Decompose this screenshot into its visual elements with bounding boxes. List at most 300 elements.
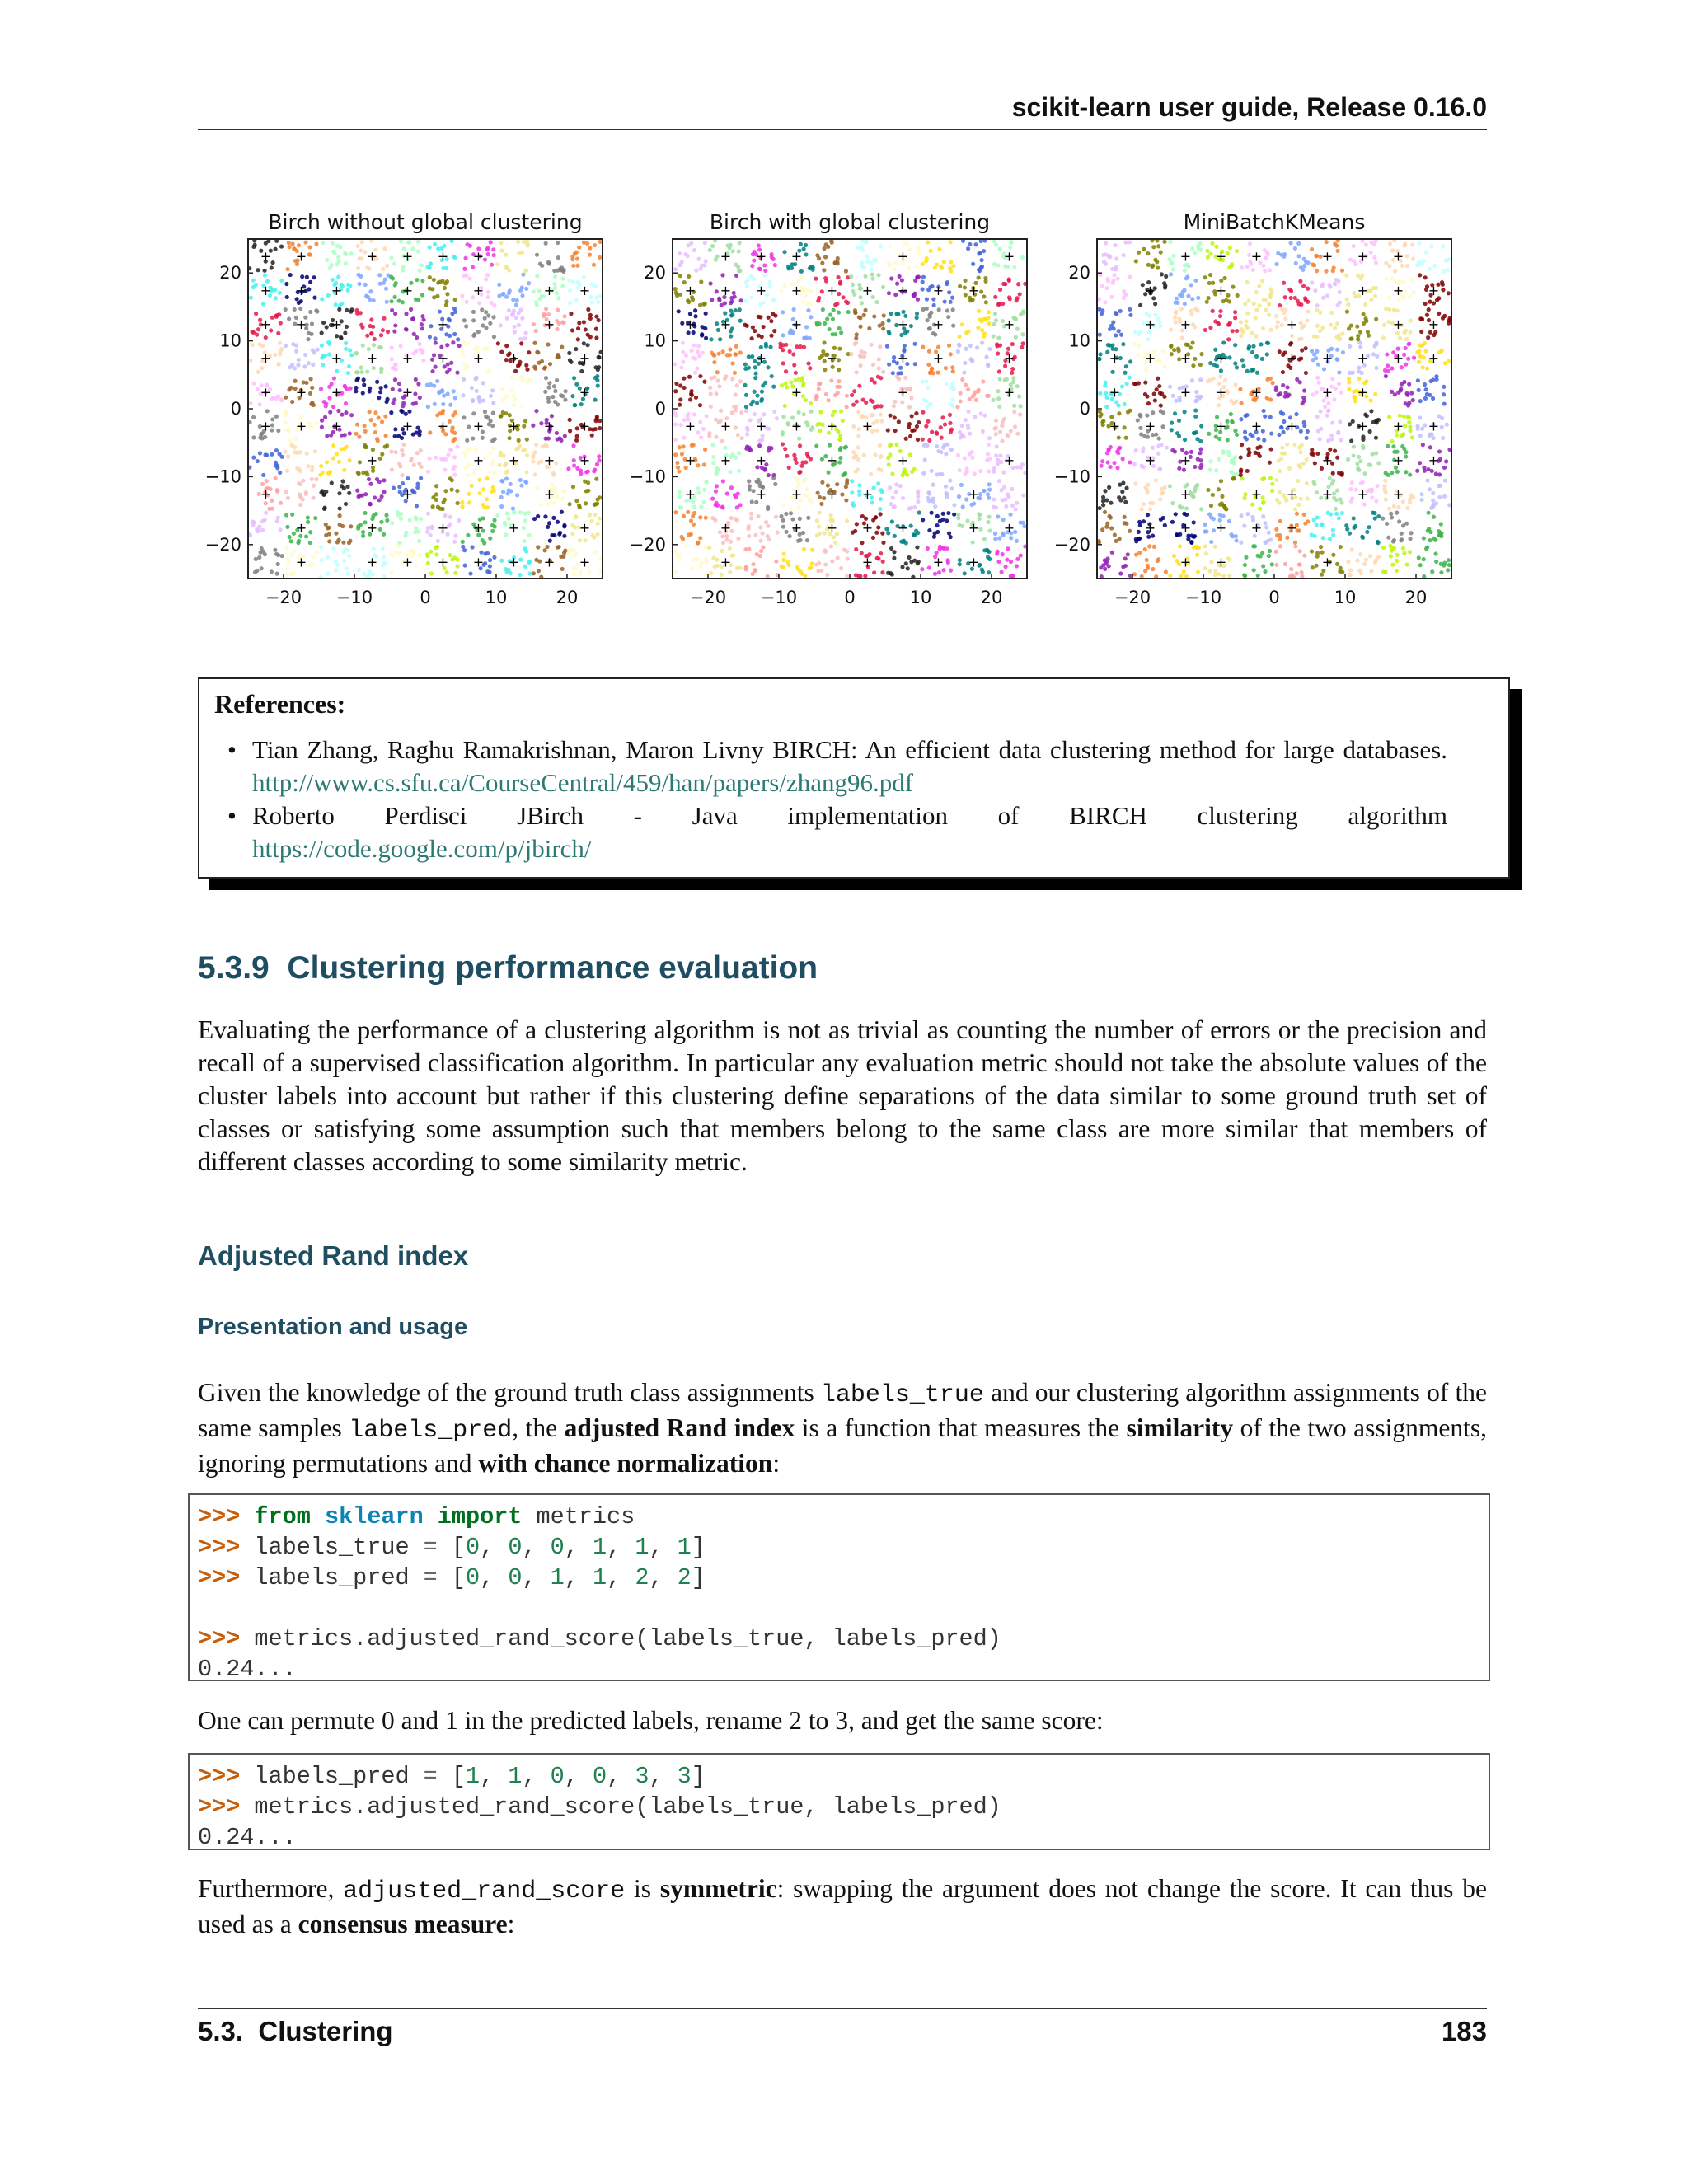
data-point <box>481 538 485 542</box>
data-point <box>1244 414 1248 418</box>
centroid-marker: + <box>1215 350 1227 367</box>
data-point <box>858 316 862 320</box>
data-point <box>293 307 297 312</box>
data-point <box>1404 254 1409 258</box>
data-point <box>1295 512 1299 516</box>
data-point <box>441 266 445 270</box>
data-point <box>1145 312 1149 316</box>
data-point <box>1294 412 1298 416</box>
data-point <box>972 501 976 505</box>
data-point <box>1003 565 1007 569</box>
data-point <box>261 473 265 477</box>
data-point <box>1302 513 1306 517</box>
data-point <box>903 376 907 380</box>
data-point <box>1169 328 1173 332</box>
data-point <box>1387 307 1391 312</box>
data-point <box>504 266 509 270</box>
data-point <box>449 448 453 452</box>
data-point <box>380 419 384 424</box>
data-point <box>906 566 910 570</box>
data-point <box>1148 507 1152 511</box>
data-point <box>1218 513 1222 517</box>
data-point <box>980 328 984 332</box>
data-point <box>1256 574 1260 578</box>
data-point <box>499 414 503 418</box>
data-point <box>889 276 893 280</box>
centroid-marker: + <box>472 282 485 298</box>
data-point <box>362 572 366 576</box>
data-point <box>1260 357 1264 361</box>
data-point <box>930 469 934 473</box>
data-point <box>1285 385 1289 389</box>
data-point <box>686 298 690 302</box>
data-point <box>1282 419 1286 424</box>
data-point <box>417 539 421 543</box>
data-point <box>425 530 429 534</box>
data-point <box>551 471 556 476</box>
data-point <box>996 560 1001 564</box>
data-point <box>994 453 998 457</box>
data-point <box>364 293 368 298</box>
data-point <box>344 261 348 265</box>
y-tick-label: 0 <box>230 399 241 419</box>
centroid-marker: + <box>1250 384 1263 401</box>
data-point <box>1338 300 1342 304</box>
centroid-marker: + <box>790 486 803 502</box>
data-point <box>881 560 885 564</box>
data-point <box>1118 483 1122 487</box>
data-point <box>1241 330 1245 334</box>
data-point <box>886 261 890 265</box>
data-point <box>1268 328 1273 332</box>
data-point <box>1239 417 1243 421</box>
data-point <box>733 294 737 298</box>
data-point <box>1442 466 1447 470</box>
data-point <box>679 535 683 539</box>
data-point <box>950 486 954 490</box>
data-point <box>1242 523 1246 527</box>
data-point <box>901 310 905 314</box>
data-point <box>287 245 291 249</box>
data-point <box>674 382 678 386</box>
data-point <box>1182 468 1186 472</box>
data-point <box>1348 344 1352 349</box>
data-point <box>278 471 282 475</box>
data-point <box>909 396 913 400</box>
data-point <box>947 531 951 535</box>
data-point <box>678 274 682 278</box>
data-point <box>337 307 341 312</box>
data-point <box>444 299 448 303</box>
data-point <box>357 435 361 439</box>
data-point <box>1404 289 1408 293</box>
data-point <box>588 313 593 317</box>
data-point <box>876 273 880 277</box>
data-point <box>926 546 930 551</box>
data-point <box>737 451 741 455</box>
data-point <box>1384 374 1388 378</box>
data-point <box>1116 277 1120 281</box>
centroid-marker: + <box>1179 350 1192 367</box>
data-point <box>745 432 749 436</box>
data-point <box>957 335 961 339</box>
centroid-marker: + <box>1179 384 1192 401</box>
data-point <box>687 532 691 537</box>
data-point <box>1384 277 1388 281</box>
data-point <box>492 253 496 257</box>
data-point <box>845 478 849 482</box>
data-point <box>876 481 880 485</box>
data-point <box>871 363 875 367</box>
data-point <box>453 310 457 314</box>
data-point <box>586 307 590 312</box>
centroid-marker: + <box>437 350 449 367</box>
data-point <box>293 366 297 370</box>
data-point <box>720 439 724 443</box>
data-point <box>432 278 436 282</box>
data-point <box>1310 247 1314 251</box>
data-point <box>1117 411 1121 415</box>
data-point <box>1121 342 1125 346</box>
data-point <box>373 337 377 341</box>
data-point <box>471 398 475 402</box>
data-point <box>1103 567 1107 571</box>
centroid-marker: + <box>401 282 414 298</box>
data-point <box>674 291 678 295</box>
y-tick-label: −20 <box>204 534 241 555</box>
data-point <box>1128 529 1132 533</box>
data-point <box>759 549 763 553</box>
data-point <box>390 345 394 349</box>
data-point <box>780 565 784 569</box>
data-point <box>804 398 808 402</box>
data-point <box>363 424 367 428</box>
data-point <box>734 263 738 267</box>
data-point <box>1227 574 1231 578</box>
data-point <box>915 545 919 549</box>
data-point <box>509 388 513 392</box>
centroid-marker: + <box>790 384 803 401</box>
data-point <box>1409 391 1414 395</box>
data-point <box>1299 336 1303 340</box>
x-tick-label: −20 <box>689 588 727 607</box>
data-point <box>1160 391 1164 396</box>
data-point <box>853 342 857 346</box>
data-point <box>869 343 873 347</box>
data-point <box>1352 444 1356 448</box>
data-point <box>746 428 750 432</box>
data-point <box>1006 434 1010 438</box>
data-point <box>905 472 909 476</box>
data-point <box>1104 252 1108 256</box>
data-point <box>1281 353 1285 357</box>
data-point <box>1391 444 1395 448</box>
data-point <box>356 494 360 499</box>
data-point <box>822 246 826 251</box>
data-point <box>875 419 879 424</box>
centroid-marker: + <box>579 384 591 401</box>
data-point <box>714 503 718 507</box>
data-point <box>711 461 715 465</box>
data-point <box>704 572 708 576</box>
data-point <box>426 526 430 530</box>
data-point <box>797 410 801 415</box>
x-tick-label: −10 <box>760 588 798 607</box>
data-point <box>1233 343 1237 347</box>
data-point <box>972 393 976 397</box>
data-point <box>1362 503 1367 507</box>
data-point <box>1397 298 1401 302</box>
data-point <box>740 436 744 440</box>
data-point <box>499 323 503 327</box>
data-point <box>784 369 788 373</box>
data-point <box>319 387 323 391</box>
data-point <box>463 363 467 367</box>
data-point <box>1227 299 1231 303</box>
data-point <box>1390 276 1394 280</box>
data-point <box>981 379 985 383</box>
data-point <box>1018 412 1022 416</box>
data-point <box>785 385 789 389</box>
data-point <box>941 512 945 516</box>
data-point <box>1170 448 1175 452</box>
data-point <box>781 525 785 529</box>
data-point <box>371 448 375 452</box>
data-point <box>499 349 504 354</box>
data-point <box>518 510 523 514</box>
data-point <box>964 330 968 335</box>
data-point <box>692 511 696 515</box>
data-point <box>484 326 488 330</box>
data-point <box>824 392 828 396</box>
data-point <box>926 288 931 292</box>
data-point <box>1346 457 1350 462</box>
data-point <box>284 513 288 517</box>
data-point <box>760 438 764 442</box>
data-point <box>1217 572 1221 576</box>
data-point <box>441 409 445 413</box>
data-point <box>963 361 967 365</box>
data-point <box>1419 330 1423 334</box>
data-point <box>1321 296 1325 300</box>
data-point <box>1418 563 1423 567</box>
data-point <box>577 246 581 250</box>
data-point <box>893 429 897 433</box>
centroid-marker: + <box>366 520 378 537</box>
data-point <box>1208 459 1212 463</box>
data-point <box>696 486 700 490</box>
data-point <box>1241 364 1245 368</box>
data-point <box>449 361 453 365</box>
data-point <box>677 309 681 313</box>
data-point <box>1189 541 1193 545</box>
data-point <box>492 555 496 560</box>
data-point <box>1268 295 1273 299</box>
data-point <box>524 363 528 368</box>
data-point <box>769 334 773 338</box>
data-point <box>256 268 260 272</box>
data-point <box>1274 563 1278 567</box>
data-point <box>802 247 806 251</box>
birch-comparison-figure <box>198 202 1490 614</box>
data-point <box>852 293 856 297</box>
data-point <box>287 387 291 391</box>
data-point <box>593 365 598 369</box>
data-point <box>1416 427 1420 431</box>
data-point <box>1180 290 1184 294</box>
data-point <box>857 384 861 388</box>
data-point <box>460 500 464 504</box>
data-point <box>1124 364 1128 368</box>
data-point <box>1221 340 1226 344</box>
data-point <box>1240 265 1244 269</box>
data-point <box>1263 521 1267 525</box>
data-point <box>1348 573 1352 577</box>
data-point <box>948 240 952 244</box>
data-point <box>1138 413 1142 417</box>
data-point <box>1186 294 1190 298</box>
data-point <box>251 456 256 460</box>
data-point <box>996 351 1000 355</box>
data-point <box>933 572 937 576</box>
data-point <box>1021 309 1025 313</box>
data-point <box>1234 538 1238 542</box>
data-point <box>568 301 572 305</box>
data-point <box>725 537 729 541</box>
data-point <box>709 281 713 285</box>
data-point <box>1417 388 1421 392</box>
data-point <box>545 545 549 549</box>
data-point <box>856 246 860 250</box>
centroid-marker: + <box>437 418 449 434</box>
data-point <box>963 456 967 460</box>
data-point <box>1245 265 1250 269</box>
data-point <box>890 519 894 523</box>
data-point <box>314 241 318 246</box>
data-point <box>842 548 846 552</box>
data-point <box>349 413 354 417</box>
data-point <box>949 260 953 264</box>
data-point <box>563 389 567 393</box>
data-point <box>1157 384 1161 388</box>
data-point <box>1132 341 1137 345</box>
data-point <box>321 363 325 367</box>
data-point <box>476 330 481 334</box>
data-point <box>951 404 955 408</box>
data-point <box>768 284 772 288</box>
data-point <box>1193 279 1198 283</box>
data-point <box>1384 497 1388 501</box>
data-point <box>428 533 432 537</box>
data-point <box>1233 382 1237 387</box>
data-point <box>332 377 336 381</box>
data-point <box>738 503 742 507</box>
data-point <box>1168 240 1172 244</box>
data-point <box>802 547 806 551</box>
data-point <box>511 312 515 316</box>
data-point <box>1337 382 1341 386</box>
data-point <box>828 327 832 331</box>
data-point <box>394 281 398 285</box>
data-point <box>309 402 313 406</box>
data-point <box>832 308 836 312</box>
data-point <box>822 496 826 500</box>
centroid-marker: + <box>932 282 945 298</box>
data-point <box>411 401 415 405</box>
data-point <box>838 456 842 460</box>
data-point <box>1227 558 1231 562</box>
data-point <box>305 275 309 279</box>
data-point <box>753 372 757 376</box>
data-point <box>751 572 755 576</box>
data-point <box>1228 246 1232 250</box>
data-point <box>515 298 519 302</box>
data-point <box>698 303 702 307</box>
data-point <box>426 405 430 409</box>
data-point <box>523 336 527 340</box>
data-point <box>935 514 940 518</box>
data-point <box>471 334 476 338</box>
centroid-marker: + <box>1144 520 1156 537</box>
data-point <box>1235 365 1239 369</box>
data-point <box>559 393 563 397</box>
data-point <box>1313 461 1317 465</box>
data-point <box>1005 558 1009 562</box>
data-point <box>279 397 284 401</box>
data-point <box>1147 544 1151 548</box>
data-point <box>968 344 973 348</box>
data-point <box>556 308 560 312</box>
data-point <box>345 485 349 489</box>
data-point <box>1349 438 1353 443</box>
data-point <box>933 332 937 336</box>
data-point <box>1444 459 1448 463</box>
data-point <box>264 241 268 246</box>
data-point <box>575 264 579 268</box>
data-point <box>935 523 939 527</box>
data-point <box>822 268 826 272</box>
data-point <box>275 572 279 576</box>
data-point <box>896 371 900 375</box>
data-point <box>1218 309 1222 313</box>
data-point <box>551 395 555 399</box>
data-point <box>1006 546 1010 551</box>
data-point <box>579 402 584 406</box>
data-point <box>971 540 975 544</box>
data-point <box>749 512 753 516</box>
data-point <box>476 395 481 399</box>
data-point <box>925 307 929 311</box>
data-point <box>1123 402 1127 406</box>
data-point <box>805 538 809 542</box>
data-point <box>567 279 571 283</box>
data-point <box>964 347 968 351</box>
data-point <box>839 330 843 335</box>
centroid-marker: + <box>401 248 414 265</box>
data-point <box>284 344 288 348</box>
data-point <box>837 310 841 314</box>
data-point <box>463 563 467 567</box>
data-point <box>460 294 464 298</box>
centroid-marker: + <box>366 452 378 468</box>
data-point <box>1164 274 1168 279</box>
data-point <box>481 503 485 507</box>
y-tick-label: −10 <box>204 466 241 487</box>
data-point <box>782 250 786 254</box>
data-point <box>462 267 467 271</box>
data-point <box>365 265 369 269</box>
data-point <box>426 561 430 565</box>
